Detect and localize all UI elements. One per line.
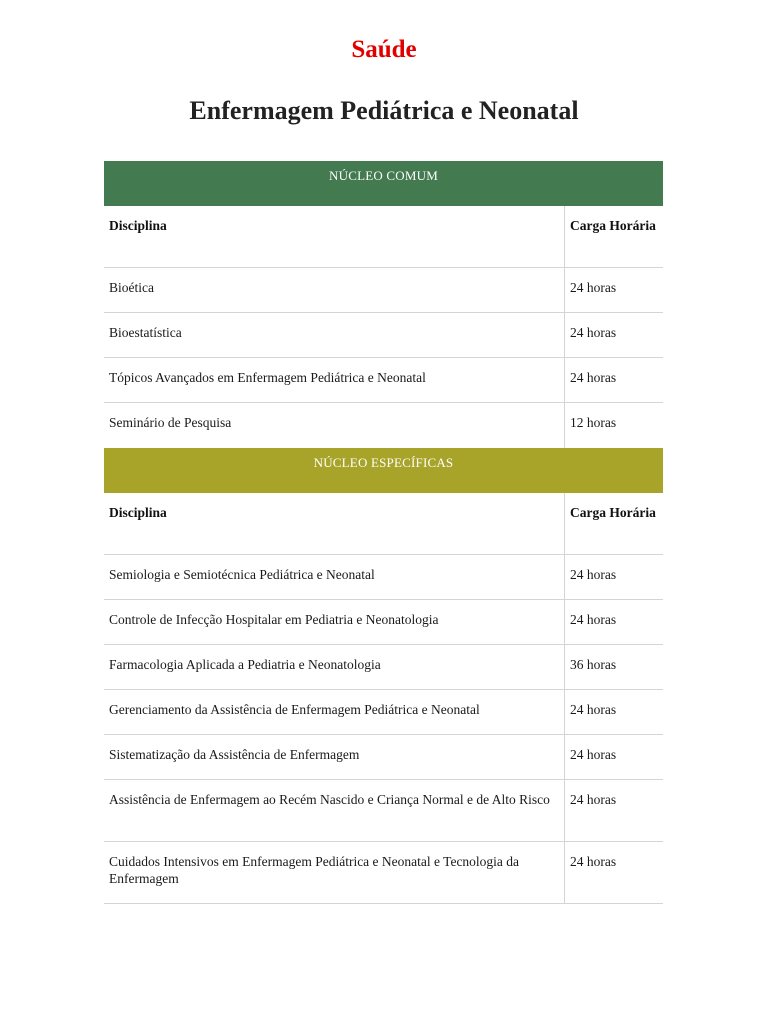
discipline-cell: Tópicos Avançados em Enfermagem Pediátrica e Neonatal — [104, 358, 565, 402]
course-title: Enfermagem Pediátrica e Neonatal — [189, 96, 579, 125]
hours-cell: 36 horas — [570, 657, 617, 672]
table-row — [104, 403, 663, 448]
discipline-cell: Cuidados Intensivos em Enfermagem Pediátrica e Neonatal e Tecnologia da Enfermagem — [104, 842, 565, 903]
table-row — [104, 842, 663, 904]
discipline-cell: Assistência de Enfermagem ao Recém Nascido e Criança Normal e de Alto Risco — [104, 780, 565, 841]
table-row — [104, 268, 663, 313]
table-row — [104, 358, 663, 403]
column-header-hours: Carga Horária — [570, 505, 656, 520]
hours-cell: 24 horas — [570, 280, 617, 295]
section-header-nucleo-comum: NÚCLEO COMUM — [104, 161, 663, 206]
table-header-row — [104, 206, 663, 268]
discipline-cell: Gerenciamento da Assistência de Enfermagem Pediátrica e Neonatal — [104, 690, 565, 734]
hours-cell: 24 horas — [570, 612, 617, 627]
discipline-cell: Bioestatística — [104, 313, 565, 357]
hours-cell: 24 horas — [570, 702, 617, 717]
category-title: Saúde — [351, 36, 417, 63]
table-row — [104, 690, 663, 735]
discipline-cell: Bioética — [104, 268, 565, 312]
discipline-cell: Sistematização da Assistência de Enfermagem — [104, 735, 565, 779]
hours-cell: 24 horas — [570, 567, 617, 582]
table-row — [104, 313, 663, 358]
curriculum-table — [104, 161, 663, 904]
section-header-nucleo-especificas: NÚCLEO ESPECÍFICAS — [104, 448, 663, 493]
hours-cell: 24 horas — [570, 854, 617, 869]
column-header-discipline: Disciplina — [104, 206, 565, 267]
hours-cell: 24 horas — [570, 792, 617, 807]
hours-cell: 24 horas — [570, 370, 617, 385]
discipline-cell: Controle de Infecção Hospitalar em Pediatria e Neonatologia — [104, 600, 565, 644]
discipline-cell: Semiologia e Semiotécnica Pediátrica e Neonatal — [104, 555, 565, 599]
hours-cell: 24 horas — [570, 747, 617, 762]
table-header-row — [104, 493, 663, 555]
table-row — [104, 780, 663, 842]
discipline-cell: Seminário de Pesquisa — [104, 403, 565, 448]
table-row — [104, 600, 663, 645]
table-row — [104, 735, 663, 780]
column-header-discipline: Disciplina — [104, 493, 565, 554]
hours-cell: 24 horas — [570, 325, 617, 340]
discipline-cell: Farmacologia Aplicada a Pediatria e Neonatologia — [104, 645, 565, 689]
column-header-hours: Carga Horária — [570, 218, 656, 233]
table-row — [104, 555, 663, 600]
hours-cell: 12 horas — [570, 415, 617, 430]
table-row — [104, 645, 663, 690]
